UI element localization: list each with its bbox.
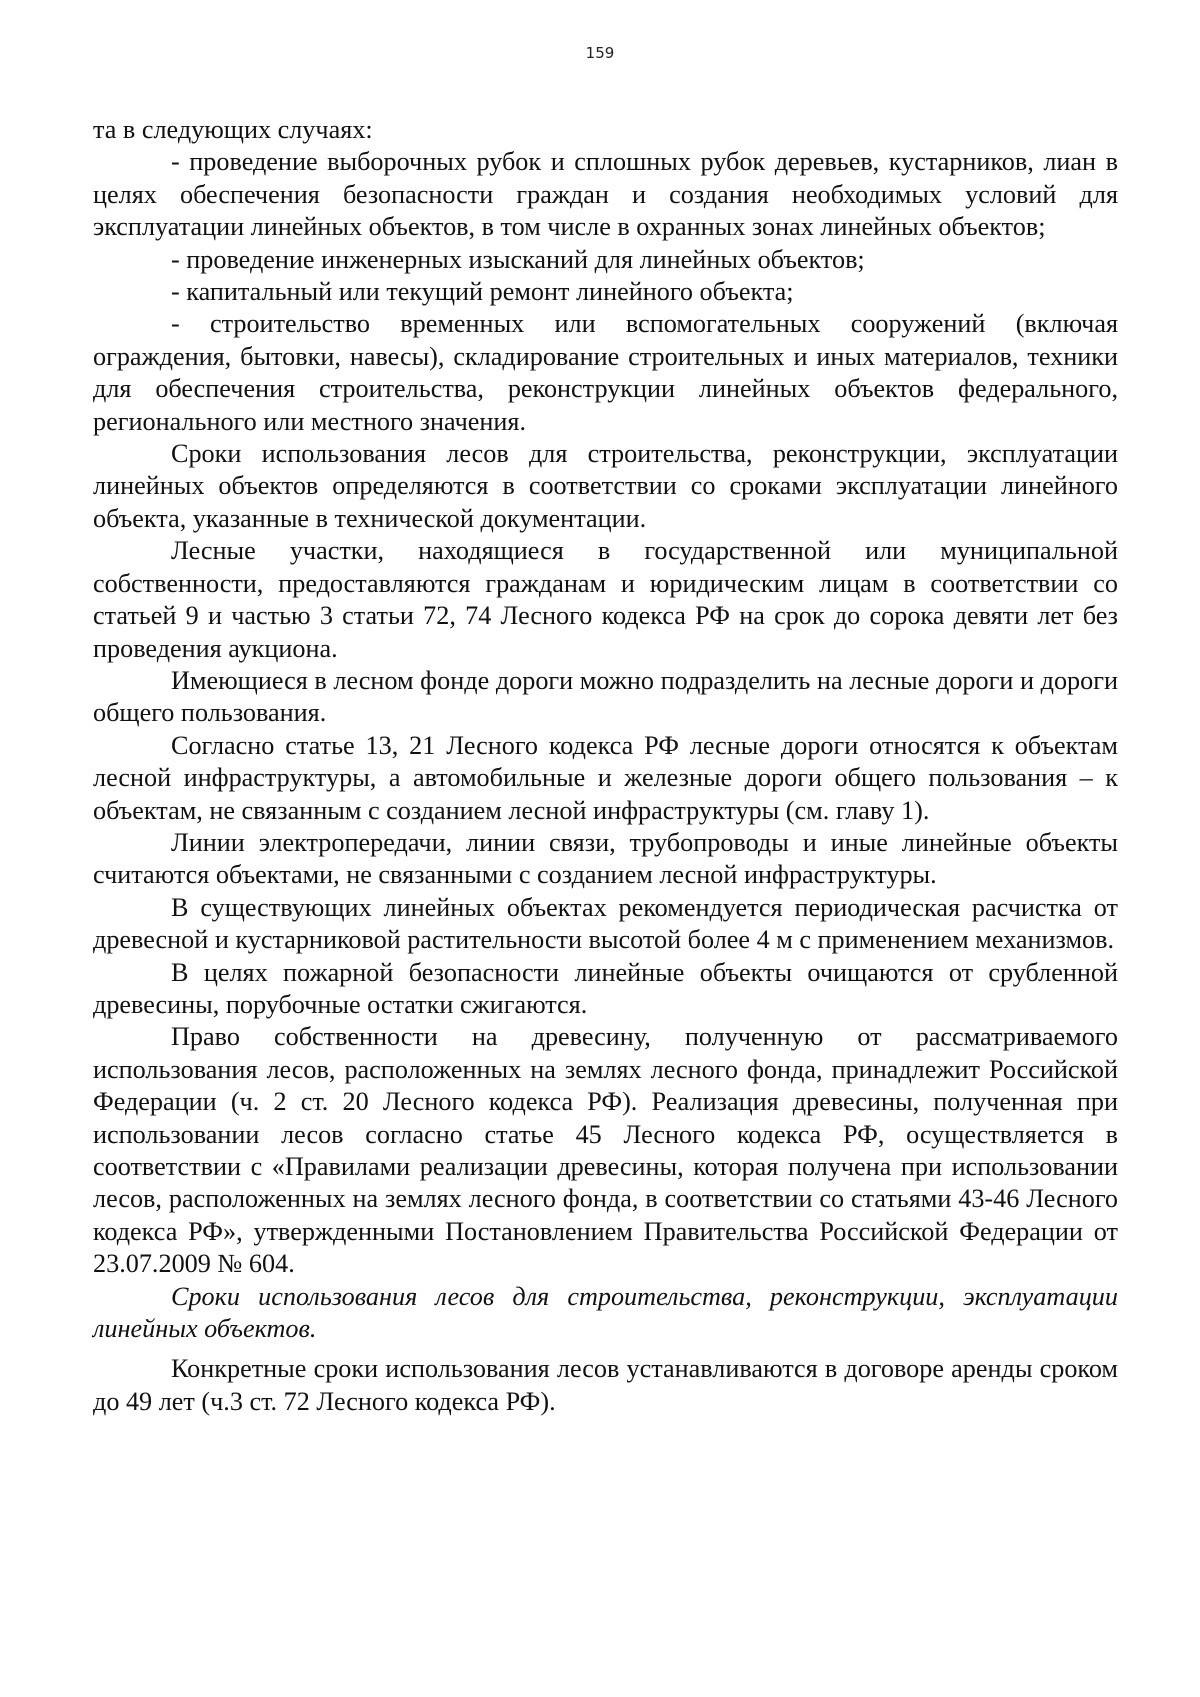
paragraph-roads: Имеющиеся в лесном фонде дороги можно подразделить на лесные дороги и дороги общего пользования. <box>93 665 1118 728</box>
paragraph-forest-code: Согласно статье 13, 21 Лесного кодекса РФ лесные дороги относятся к объектам лесной инфраструктуры, а автомобильные и железные дороги общего пользования – к объектам, не связанным с созданием лесной инфраструктуры (см. главу 1). <box>93 730 1118 825</box>
paragraph-land-plots: Лесные участки, находящиеся в государственной или муниципальной собственности, предоставляются гражданам и юридическим лицам в соответствии со статьей 9 и частью 3 статьи 72, 74 Лесного кодекса РФ на срок до сорока девяти лет без проведения аукциона. <box>93 536 1118 663</box>
list-item-construction: - строительство временных или вспомогательных сооружений (включая ограждения, бытовки, навесы), складирование строительных и иных материалов, техники для обеспечения строительства, реконструкции линейных объектов федерального, регионального или местного значения. <box>93 309 1118 436</box>
list-item-repair: - капитальный или текущий ремонт линейного объекта; <box>171 277 794 307</box>
list-item-surveys: - проведение инженерных изысканий для линейных объектов; <box>171 244 865 274</box>
page-number: 159 <box>585 44 615 62</box>
paragraph-power-lines: Линии электропередачи, линии связи, трубопроводы и иные линейные объекты считаются объектами, не связанными с созданием лесной инфраструктуры. <box>93 827 1118 890</box>
paragraph-terms: Сроки использования лесов для строительства, реконструкции, эксплуатации линейных объектов определяются в соответствии со сроками эксплуатации линейного объекта, указанные в технической документации. <box>93 439 1118 533</box>
body-text <box>93 114 1118 1418</box>
paragraph-fire-safety: В целях пожарной безопасности линейные объекты очищаются от срубленной древесины, порубочные остатки сжигаются. <box>93 957 1118 1019</box>
paragraph-continuation: та в следующих случаях: <box>93 115 373 144</box>
section-heading: Сроки использования лесов для строительства, реконструкции, эксплуатации линейных объектов. <box>93 1281 1118 1344</box>
list-item-logging: - проведение выборочных рубок и сплошных рубок деревьев, кустарников, лиан в целях обеспечения безопасности граждан и создания необходимых условий для эксплуатации линейных объектов, в том числе в охранных зонах линейных объектов; <box>93 147 1118 242</box>
paragraph-ownership: Право собственности на древесину, полученную от рассматриваемого использования лесов, расположенных на землях лесного фонда, принадлежит Российской Федерации (ч. 2 ст. 20 Лесного кодекса РФ). Реализация древесины, полученная при использовании лесов согласно статье 45 Лесного кодекса РФ, осуществляется в соответствии с «Правилами реализации древесины, которая получена при использовании лесов, расположенных на землях лесного фонда, в соответствии со статьями 43-46 Лесного кодекса РФ», утвержденными Постановлением Правительства Российской Федерации от 23.07.2009 № 604. <box>93 1022 1118 1279</box>
paragraph-lease-terms: Конкретные сроки использования лесов устанавливаются в договоре аренды сроком до 49 лет (ч.3 ст. 72 Лесного кодекса РФ). <box>93 1354 1118 1416</box>
paragraph-clearing: В существующих линейных объектах рекомендуется периодическая расчистка от древесной и кустарниковой растительности высотой более 4 м с применением механизмов. <box>93 892 1118 955</box>
